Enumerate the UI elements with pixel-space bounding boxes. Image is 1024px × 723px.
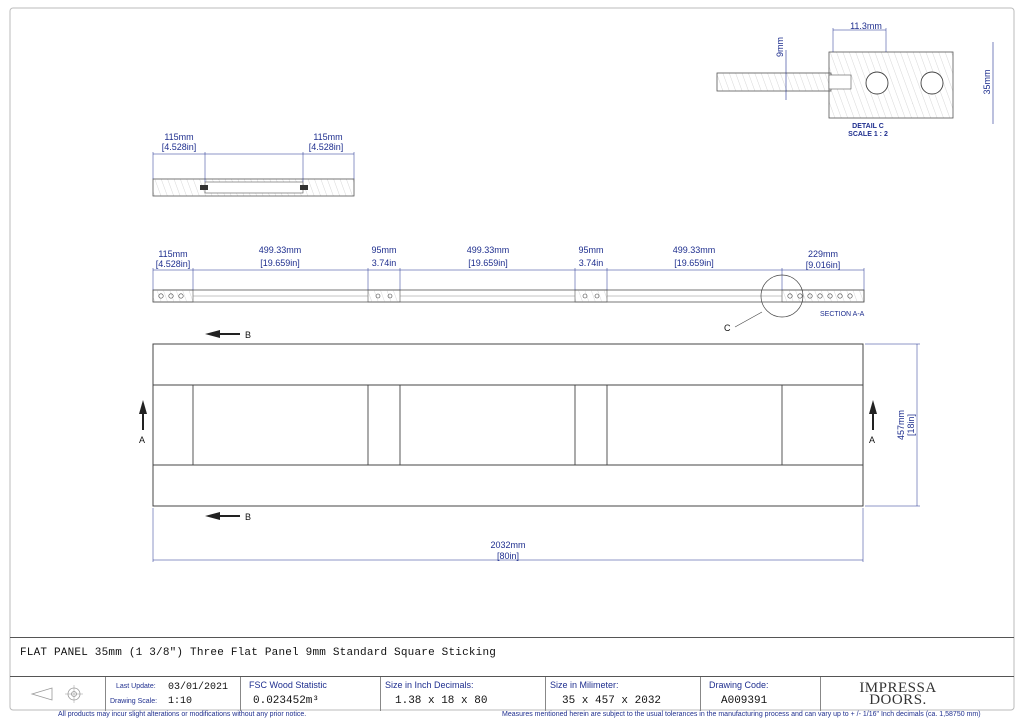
last-update-value: 03/01/2021 [168, 682, 229, 693]
top-dim-right-mm: 115mm [313, 132, 343, 142]
sec-dim-6-mm: 499.33mm [672, 245, 716, 255]
arrow-b-bottom-label: B [245, 512, 252, 522]
sec-dim-4-in: [19.659in] [468, 258, 508, 268]
inch-size-label: Size in Inch Decimals: [385, 680, 474, 690]
fsc-cell [240, 677, 381, 711]
detail-c-callout: C [724, 323, 731, 333]
detail-c-scale: SCALE 1 : 2 [848, 131, 888, 138]
top-section-view [153, 132, 354, 196]
logo-line-1: IMPRESSA [859, 680, 937, 696]
sec-dim-5-in: 3.74in [578, 258, 604, 268]
detail-c-label: DETAIL C [852, 123, 884, 130]
sec-dim-7-in: [9.016in] [805, 260, 841, 270]
section-a-view [153, 245, 865, 333]
sec-dim-3-mm: 95mm [371, 245, 397, 255]
height-dim-mm: 457mm [896, 409, 906, 441]
detail-c-gap: 9mm [775, 37, 785, 57]
projection-symbol-icon [10, 677, 105, 711]
mm-size-cell [545, 677, 701, 711]
inch-size-value: 1.38 x 18 x 80 [395, 695, 488, 707]
height-dim-in: [18in] [906, 413, 916, 437]
top-dim-right-in: [4.528in] [308, 142, 344, 152]
last-update-label: Last Update: [116, 683, 156, 690]
sec-dim-3-in: 3.74in [371, 258, 397, 268]
sec-dim-5-mm: 95mm [578, 245, 604, 255]
sec-dim-2-in: [19.659in] [260, 258, 300, 268]
impressa-doors-logo [848, 682, 948, 706]
drawing-code-value: A009391 [721, 695, 768, 707]
section-a-label: SECTION A-A [820, 311, 865, 318]
width-dim-mm: 2032mm [490, 540, 526, 550]
arrow-a-left-label: A [139, 435, 146, 445]
detail-c-view [717, 21, 993, 138]
sec-dim-1-in: [4.528in] [155, 259, 191, 269]
mm-size-value: 35 x 457 x 2032 [562, 695, 662, 707]
arrow-a-right-label: A [869, 435, 876, 445]
drawing-scale-value: 1:10 [168, 696, 193, 707]
drawing-code-cell [700, 677, 821, 711]
top-dim-left-mm: 115mm [164, 132, 194, 142]
drawing-title: FLAT PANEL 35mm (1 3/8") Three Flat Panel 9mm Standard Square Sticking [20, 647, 497, 659]
logo-line-2: DOORS. [869, 692, 927, 708]
mm-size-label: Size in Milimeter: [550, 680, 619, 690]
width-dim-in: [80in] [496, 551, 520, 561]
detail-c-thickness: 35mm [982, 69, 992, 95]
update-scale-cell [105, 677, 241, 711]
sec-dim-6-in: [19.659in] [674, 258, 714, 268]
footnote-right: Measures mentioned herein are subject to the usual tolerances in the manufacturing process and can vary up to + /- 1/16" Inch decimals (ca. 1,58750 mm) [502, 711, 981, 718]
projection-symbol-cell [10, 677, 105, 711]
sec-dim-2-mm: 499.33mm [258, 245, 302, 255]
inch-size-cell [380, 677, 546, 711]
fsc-label: FSC Wood Statistic [249, 680, 327, 690]
sec-dim-1-mm: 115mm [158, 249, 188, 259]
sec-dim-4-mm: 499.33mm [466, 245, 510, 255]
arrow-b-top-label: B [245, 330, 252, 340]
drawing-scale-label: Drawing Scale: [110, 698, 158, 705]
fsc-value: 0.023452m³ [253, 695, 320, 707]
top-dim-left-in: [4.528in] [161, 142, 197, 152]
drawing-code-label: Drawing Code: [709, 680, 769, 690]
detail-c-width: 11.3mm [850, 21, 882, 31]
sec-dim-7-mm: 229mm [807, 249, 839, 259]
footnote-left: All products may incur slight alterations or modifications without any prior notice. [58, 711, 307, 718]
elevation-view [139, 330, 920, 562]
